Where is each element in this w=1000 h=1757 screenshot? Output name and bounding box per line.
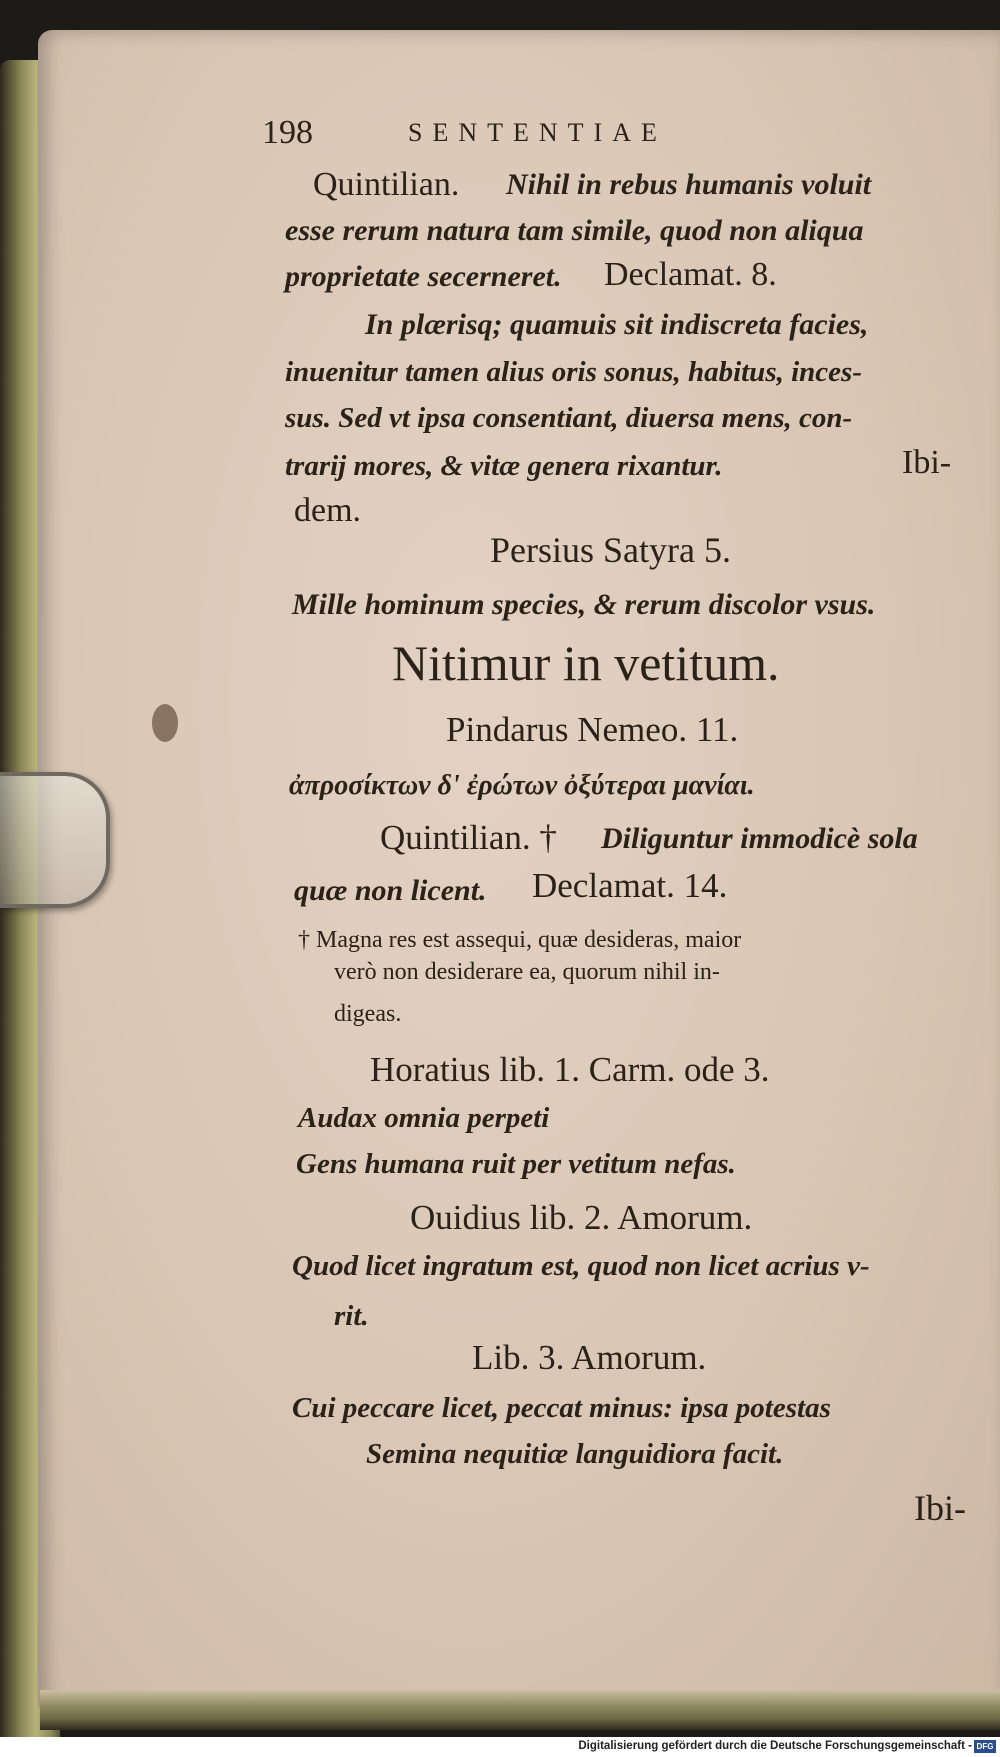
text-line: inuenitur tamen alius oris sonus, habitus, inces-	[285, 356, 862, 388]
text-line: Quod licet ingratum est, quod non licet acrius v-	[292, 1250, 870, 1282]
text-line: rit.	[334, 1300, 369, 1332]
text-line: trarij mores, & vitæ genera rixantur.	[285, 450, 723, 482]
text-line: Declamat. 14.	[532, 866, 728, 905]
text-line: Nihil in rebus humanis voluit	[506, 168, 872, 201]
text-line: Quintilian. †	[380, 818, 557, 857]
text-line: Mille hominum species, & rerum discolor vsus.	[292, 588, 876, 621]
text-line: Ibi-	[902, 444, 952, 481]
verse-line: Gens humana ruit per vetitum nefas.	[296, 1148, 736, 1180]
text-line: Declamat. 8.	[604, 256, 777, 293]
dfg-logo-icon: DFG	[974, 1740, 996, 1753]
digitization-footer	[0, 1737, 1000, 1757]
section-heading: Pindarus Nemeo. 11.	[446, 710, 739, 749]
verse-line: Audax omnia perpeti	[298, 1102, 550, 1134]
text-line: esse rerum natura tam simile, quod non aliqua	[285, 214, 864, 247]
verse-line: Semina nequitiæ languidiora facit.	[366, 1438, 784, 1470]
margin-note-line: digeas.	[334, 1001, 402, 1027]
verse-line: Cui peccare licet, peccat minus: ipsa potestas	[292, 1392, 831, 1424]
text-line: In plærisq; quamuis sit indiscreta facies,	[365, 308, 869, 341]
margin-note-line: † Magna res est assequi, quæ desideras, maior	[298, 927, 742, 953]
running-head: SENTENTIAE	[408, 118, 667, 147]
text-line: dem.	[294, 492, 362, 529]
section-heading: Persius Satyra 5.	[490, 530, 731, 570]
text-line: sus. Sed vt ipsa consentiant, diuersa mens, con-	[285, 402, 853, 434]
section-heading: Lib. 3. Amorum.	[472, 1338, 707, 1377]
footer-credit: Digitalisierung gefördert durch die Deutsche Forschungsgemeinschaft -	[578, 1740, 972, 1752]
text-line: proprietate secerneret.	[285, 260, 562, 293]
greek-line: ἀπροσίκτων δ' ἐρώτων ὀξύτεραι μανίαι.	[289, 770, 755, 801]
section-heading: Ouidius lib. 2. Amorum.	[410, 1198, 753, 1237]
page-number: 198	[262, 114, 313, 151]
catchword: Ibi-	[914, 1488, 966, 1528]
margin-note-line: verò non desiderare ea, quorum nihil in-	[334, 959, 720, 985]
text-line: Diliguntur immodicè sola	[601, 822, 918, 855]
text-line: quæ non licent.	[294, 874, 487, 907]
text-line: Quintilian.	[313, 166, 460, 203]
section-heading: Horatius lib. 1. Carm. ode 3.	[370, 1050, 770, 1089]
main-heading: Nitimur in vetitum.	[392, 635, 780, 691]
